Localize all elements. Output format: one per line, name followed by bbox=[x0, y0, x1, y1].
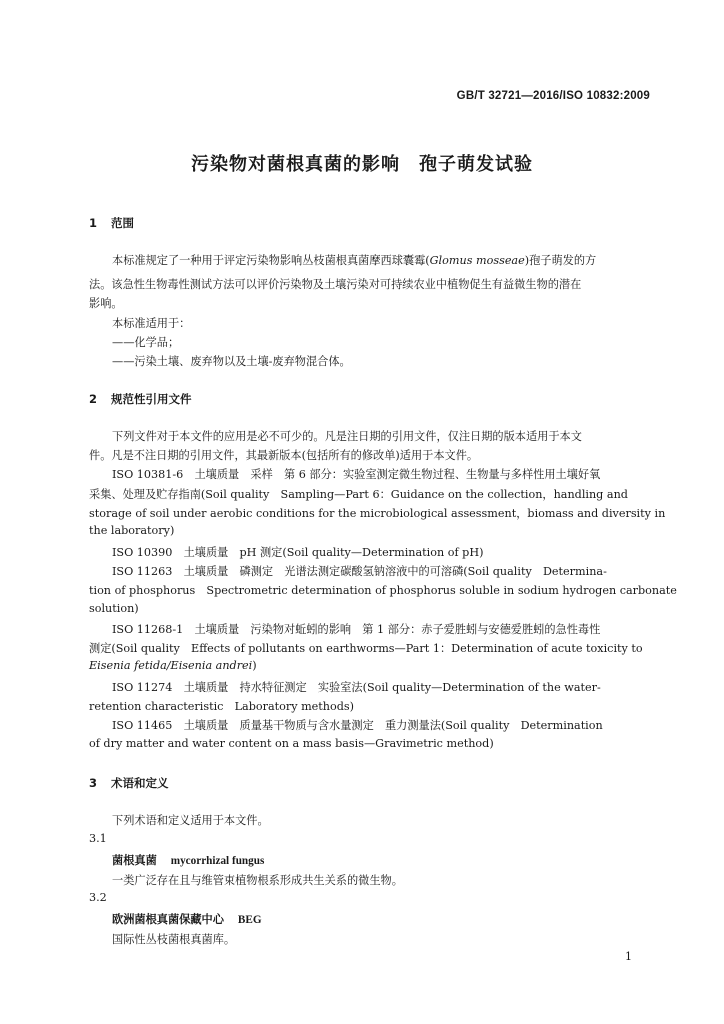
term-definition: 一类广泛存在且与维管束植物根系形成共生关系的微生物。 bbox=[112, 874, 403, 887]
species-name: Eisenia fetida/Eisenia andrei bbox=[89, 659, 253, 672]
section-number: 1 bbox=[89, 216, 98, 230]
reference-line: of dry matter and water content on a mass basis—Gravimetric method) bbox=[89, 737, 494, 750]
term-entry bbox=[112, 911, 262, 927]
reference-line: storage of soil under aerobic conditions for the microbiological assessment，biomass and diversity in bbox=[89, 507, 666, 520]
section-title: 规范性引用文件 bbox=[111, 392, 192, 406]
scope-line-2: 法。该急性生物毒性测试方法可以评价污染物及土壤污染对可持续农业中植物促生有益微生物的潜在 bbox=[89, 278, 582, 291]
reference-iso-10381-6: ISO 10381-6 土壤质量 采样 第 6 部分：实验室测定微生物过程、生物量与多样性用土壤好氧 bbox=[112, 468, 601, 481]
term-en: mycorrhizal fungus bbox=[170, 855, 265, 867]
reference-line: 测定(Soil quality Effects of pollutants on earthworms—Part 1：Determination of acute toxicity to bbox=[89, 642, 643, 655]
text-run: ) bbox=[252, 659, 257, 672]
terms-intro: 下列术语和定义适用于本文件。 bbox=[112, 814, 269, 827]
text-run: 本标准规定了一种用于评定污染物影响丛枝菌根真菌摩西球囊霉( bbox=[112, 254, 430, 267]
section-title: 术语和定义 bbox=[111, 776, 169, 790]
section-1-heading bbox=[89, 215, 134, 231]
term-number: 3.1 bbox=[89, 832, 107, 845]
term-entry bbox=[112, 852, 264, 868]
section-number: 3 bbox=[89, 776, 98, 790]
section-number: 2 bbox=[89, 392, 98, 406]
reference-line bbox=[89, 659, 649, 672]
term-number: 3.2 bbox=[89, 891, 107, 904]
reference-line: tion of phosphorus Spectrometric determination of phosphorus soluble in sodium hydrogen carbonate bbox=[89, 584, 677, 597]
text-run: )孢子萌发的方 bbox=[524, 254, 597, 267]
section-2-heading bbox=[89, 391, 192, 407]
reference-line: solution) bbox=[89, 602, 139, 615]
term-zh: 欧洲菌根真菌保藏中心 bbox=[112, 913, 224, 926]
reference-iso-11263: ISO 11263 土壤质量 磷测定 光谱法测定碳酸氢钠溶液中的可溶磷(Soil quality Determina- bbox=[112, 565, 607, 578]
term-zh: 菌根真菌 bbox=[112, 854, 157, 867]
standard-id: GB/T 32721—2016/ISO 10832:2009 bbox=[456, 90, 650, 102]
page-number: 1 bbox=[625, 950, 632, 963]
scope-line-4: 本标准适用于： bbox=[112, 317, 191, 330]
reference-iso-10390: ISO 10390 土壤质量 pH 测定(Soil quality—Determination of pH) bbox=[112, 546, 484, 559]
document-title: 污染物对菌根真菌的影响 孢子萌发试验 bbox=[191, 154, 533, 175]
reference-intro-line-1: 下列文件对于本文件的应用是必不可少的。凡是注日期的引用文件，仅注日期的版本适用于本文 bbox=[112, 430, 582, 443]
term-definition: 国际性丛枝菌根真菌库。 bbox=[112, 933, 236, 946]
species-name: Glomus mosseae bbox=[429, 254, 525, 267]
reference-intro-line-2: 件。凡是不注日期的引用文件，其最新版本(包括所有的修改单)适用于本文件。 bbox=[89, 449, 479, 462]
reference-line: the laboratory) bbox=[89, 524, 175, 537]
reference-line: retention characteristic Laboratory methods) bbox=[89, 700, 354, 713]
reference-iso-11465: ISO 11465 土壤质量 质量基干物质与含水量测定 重力测量法(Soil quality Determination bbox=[112, 719, 603, 732]
scope-list-item-2: ——污染土壤、废弃物以及土壤-废弃物混合体。 bbox=[112, 355, 351, 368]
term-en: BEG bbox=[237, 914, 262, 926]
scope-list-item-1: ——化学品； bbox=[112, 336, 180, 349]
section-title: 范围 bbox=[111, 216, 135, 230]
scope-line-1 bbox=[112, 252, 649, 268]
reference-iso-11274: ISO 11274 土壤质量 持水特征测定 实验室法(Soil quality—Determination of the water- bbox=[112, 681, 601, 694]
reference-iso-11268-1: ISO 11268-1 土壤质量 污染物对蚯蚓的影响 第 1 部分：赤子爱胜蚓与安德爱胜蚓的急性毒性 bbox=[112, 623, 601, 636]
section-3-heading bbox=[89, 775, 169, 791]
scope-line-3: 影响。 bbox=[89, 297, 123, 310]
reference-line: 采集、处理及贮存指南(Soil quality Sampling—Part 6：Guidance on the collection，handling and bbox=[89, 488, 628, 501]
